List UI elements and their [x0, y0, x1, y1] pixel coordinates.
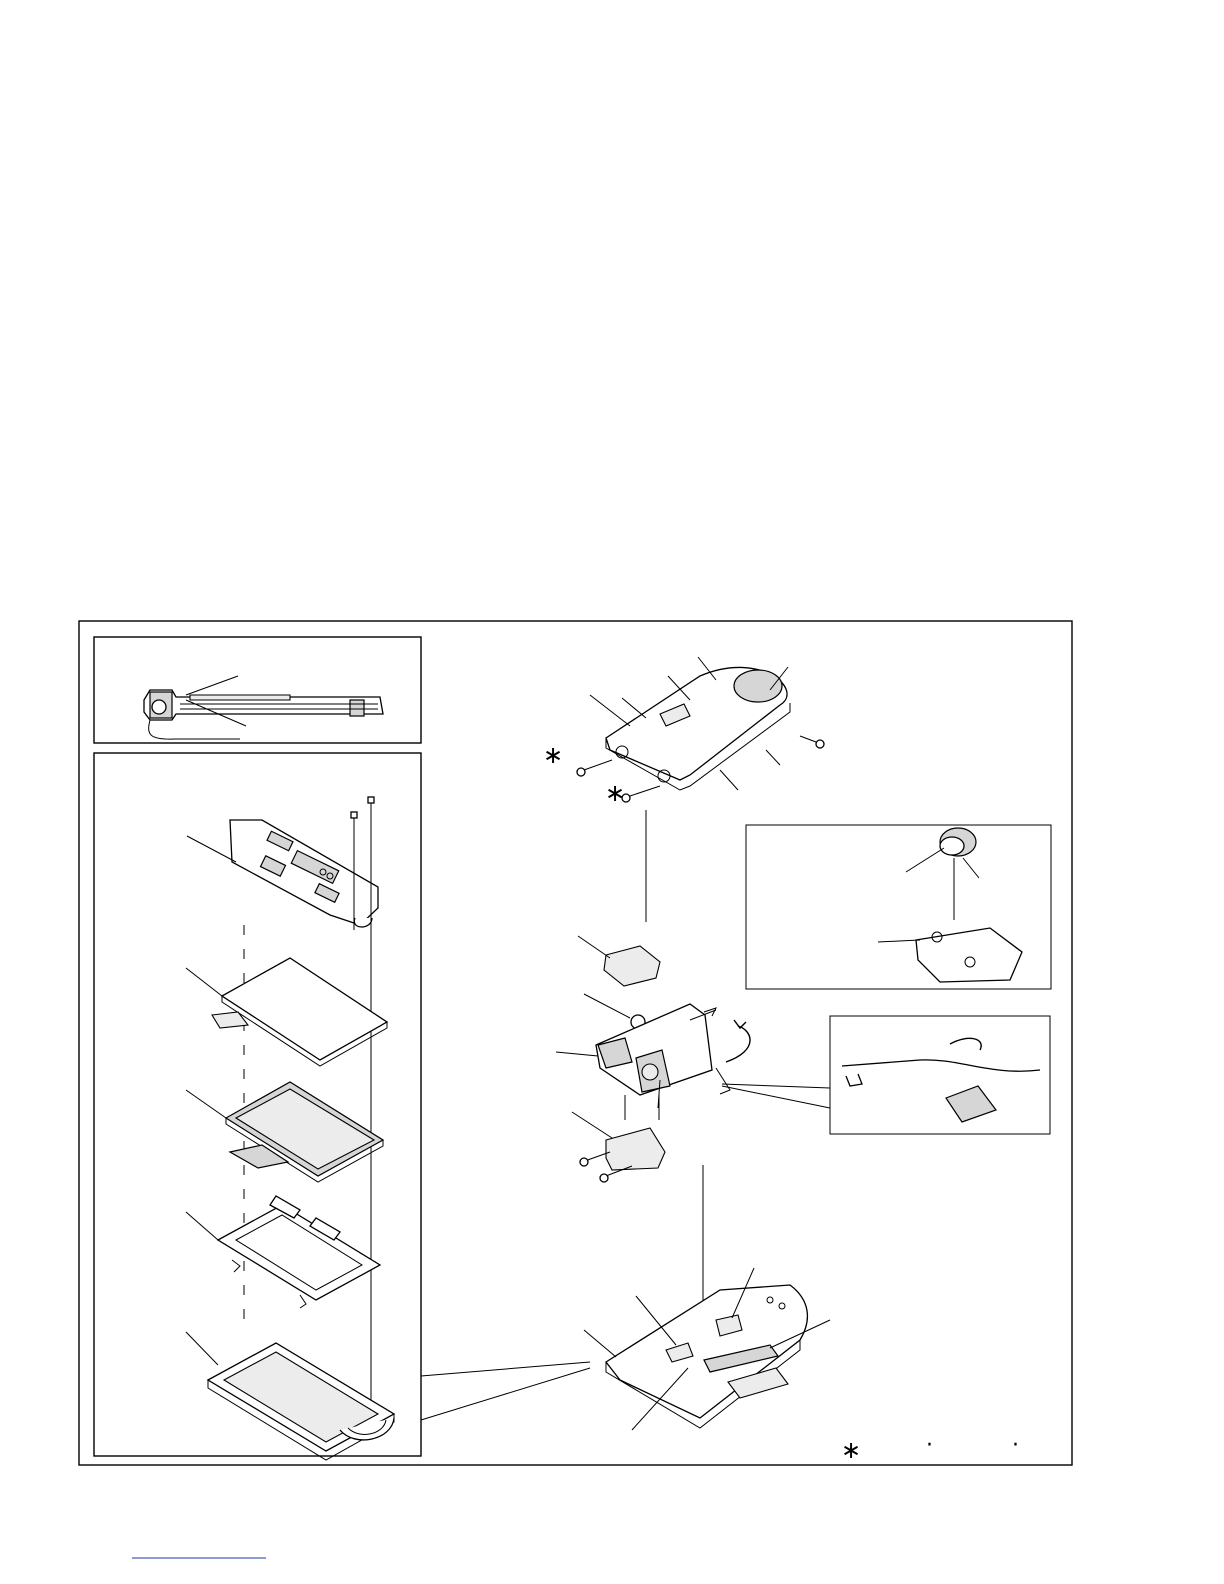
lcd-stack-inset [94, 753, 421, 1460]
main-case [584, 1268, 830, 1430]
flex-cable-inset [722, 1016, 1050, 1134]
pcb-board [230, 820, 378, 925]
legend-dot-2: · [1012, 1433, 1019, 1458]
legend-dot-1: · [926, 1433, 933, 1458]
hinge-lower-cover [606, 1128, 665, 1170]
backlight-sheet [222, 958, 387, 1060]
outer-frame [79, 621, 1072, 1465]
asterisk-mark-2: ∗ [605, 779, 626, 807]
hinge-cap [604, 946, 660, 986]
asterisk-mark-1: ∗ [543, 741, 564, 769]
top-cover [590, 657, 790, 790]
hinge-assembly [556, 936, 750, 1182]
speaker-inset [746, 825, 1051, 989]
side-view-inset [94, 637, 421, 743]
asterisk-legend: ∗ [841, 1436, 862, 1464]
metal-frame [218, 1205, 380, 1300]
